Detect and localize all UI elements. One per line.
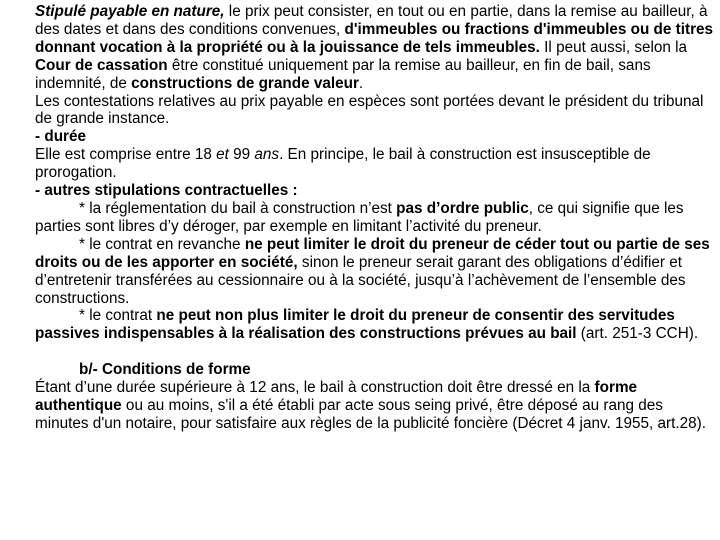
heading-autres-stipulations: - autres stipulations contractuelles : (35, 182, 298, 200)
body-text: le prix peut consister, en tout ou en partie, dans la remise au bailleur, à des dates et dans des conditions convenues, (35, 3, 708, 38)
bullet-cession (35, 236, 715, 308)
body-text: 99 (228, 146, 255, 164)
paragraph-prix-en-nature (35, 3, 715, 93)
paragraph-contestations: Les contestations relatives au prix payable en espèces sont portées devant le président du tribunal de grande instance. (35, 92, 704, 128)
italic-text: ans (254, 146, 280, 164)
emphasis-text: ne peut non plus limiter le droit du preneur de consentir des servitudes passives indispensables à la réalisation des constructions prévues au bail (35, 307, 675, 343)
body-text: , ce qui signifie que les parties sont libres d’y déroger, par exemple en limitant l’activité du preneur. (35, 199, 684, 235)
body-text: * le contrat en revanche (79, 235, 245, 253)
paragraph-duree (35, 146, 715, 182)
document-page (35, 3, 715, 433)
emphasis-text: Cour de cassation (35, 56, 168, 74)
body-text: (art. 251-3 CCH). (576, 325, 699, 343)
emphasis-text: pas d’ordre public (396, 199, 529, 217)
bullet-servitudes (35, 307, 715, 343)
body-text: . En principe, le bail à construction est insusceptible de prorogation. (35, 146, 651, 182)
paragraph-conditions-de-forme (35, 379, 715, 433)
body-text: Étant d’une durée supérieure à 12 ans, le bail à construction doit être dressé en la (35, 379, 595, 397)
body-text: être constitué uniquement par la remise au bailleur, en fin de bail, sans indemnité, de (35, 56, 651, 92)
emphasis-text: forme authentique (35, 379, 638, 415)
body-text: * la réglementation du bail à construction n’est (79, 199, 397, 217)
body-text: . (358, 74, 364, 92)
body-text: Elle est comprise entre 18 (35, 146, 217, 164)
italic-text: et (216, 146, 229, 164)
heading-duree: - durée (35, 128, 86, 146)
emphasis-text: ne peut limiter le droit du preneur de céder tout ou partie de ses droits ou de les apporter en société, (35, 235, 710, 271)
body-text: * le contrat (79, 307, 157, 325)
body-text: Il peut aussi, selon la (539, 38, 688, 56)
emphasis-text: d'immeubles ou fractions d'immeubles ou de titres donnant vocation à la propriété ou à la jouissance de tels immeubles. (35, 20, 714, 56)
section-heading-conditions-de-forme: b/- Conditions de forme (79, 361, 251, 379)
body-text: ou au moins, s'il a été établi par acte sous seing privé, être déposé au rang des minutes d'un notaire, pour satisfaire aux règles de la publicité foncière (Décret 4 janv. 1955, art.28). (35, 397, 706, 432)
bullet-ordre-public (35, 200, 715, 236)
emphasis-text: constructions de grande valeur (131, 74, 359, 92)
body-text: sinon le preneur serait garant des obligations d’édifier et d’entretenir transférées au cessionnaire ou à la société, jusqu’à l’achèvement de l’ensemble des constructions. (35, 253, 686, 307)
paragraph-spacer (35, 343, 715, 361)
emphasis-text: Stipulé payable en nature, (35, 3, 225, 20)
